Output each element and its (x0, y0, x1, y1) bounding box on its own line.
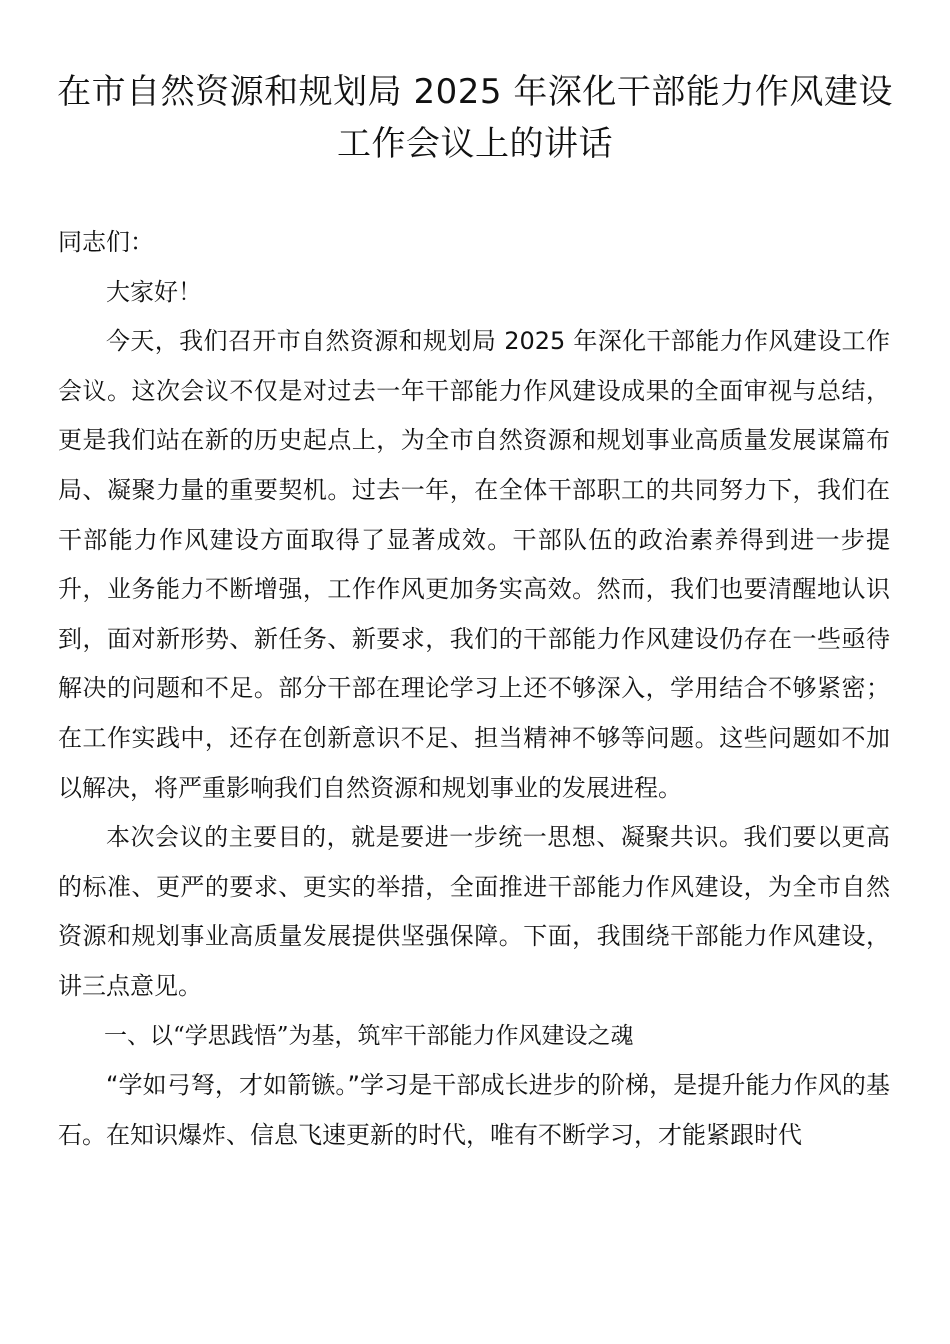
paragraph-purpose: 本次会议的主要目的，就是要进一步统一思想、凝聚共识。我们要以更高的标准、更严的要求、更实的举措，全面推进干部能力作风建设，为全市自然资源和规划事业高质量发展提供坚强保障。下面，我围绕干部能力作风建设，讲三点意见。 (58, 823, 890, 1000)
paragraph-opening: 今天，我们召开市自然资源和规划局 2025 年深化干部能力作风建设工作会议。这次会议不仅是对过去一年干部能力作风建设成果的全面审视与总结，更是我们站在新的历史起点上，为全市自然资源和规划事业高质量发展谋篇布局、凝聚力量的重要契机。过去一年，在全体干部职工的共同努力下，我们在干部能力作风建设方面取得了显著成效。干部队伍的政治素养得到进一步提升，业务能力不断增强，工作作风更加务实高效。然而，我们也要清醒地认识到，面对新形势、新任务、新要求，我们的干部能力作风建设仍存在一些亟待解决的问题和不足。部分干部在理论学习上还不够深入，学用结合不够紧密；在工作实践中，还存在创新意识不足、担当精神不够等问题。这些问题如不加以解决，将严重影响我们自然资源和规划事业的发展进程。 (58, 327, 890, 802)
section-paragraph: “学如弓弩，才如箭镞。”学习是干部成长进步的阶梯，是提升能力作风的基石。在知识爆炸、信息飞速更新的时代，唯有不断学习，才能紧跟时代 (58, 1071, 890, 1149)
document-title: 在市自然资源和规划局 2025 年深化干部能力作风建设工作会议上的讲话 (57, 72, 893, 164)
document-body (58, 218, 890, 1160)
section-heading-one: 一、以“学思践悟”为基，筑牢干部能力作风建设之魂 (104, 1022, 634, 1049)
greeting: 大家好！ (106, 277, 202, 306)
salutation: 同志们： (58, 228, 154, 256)
